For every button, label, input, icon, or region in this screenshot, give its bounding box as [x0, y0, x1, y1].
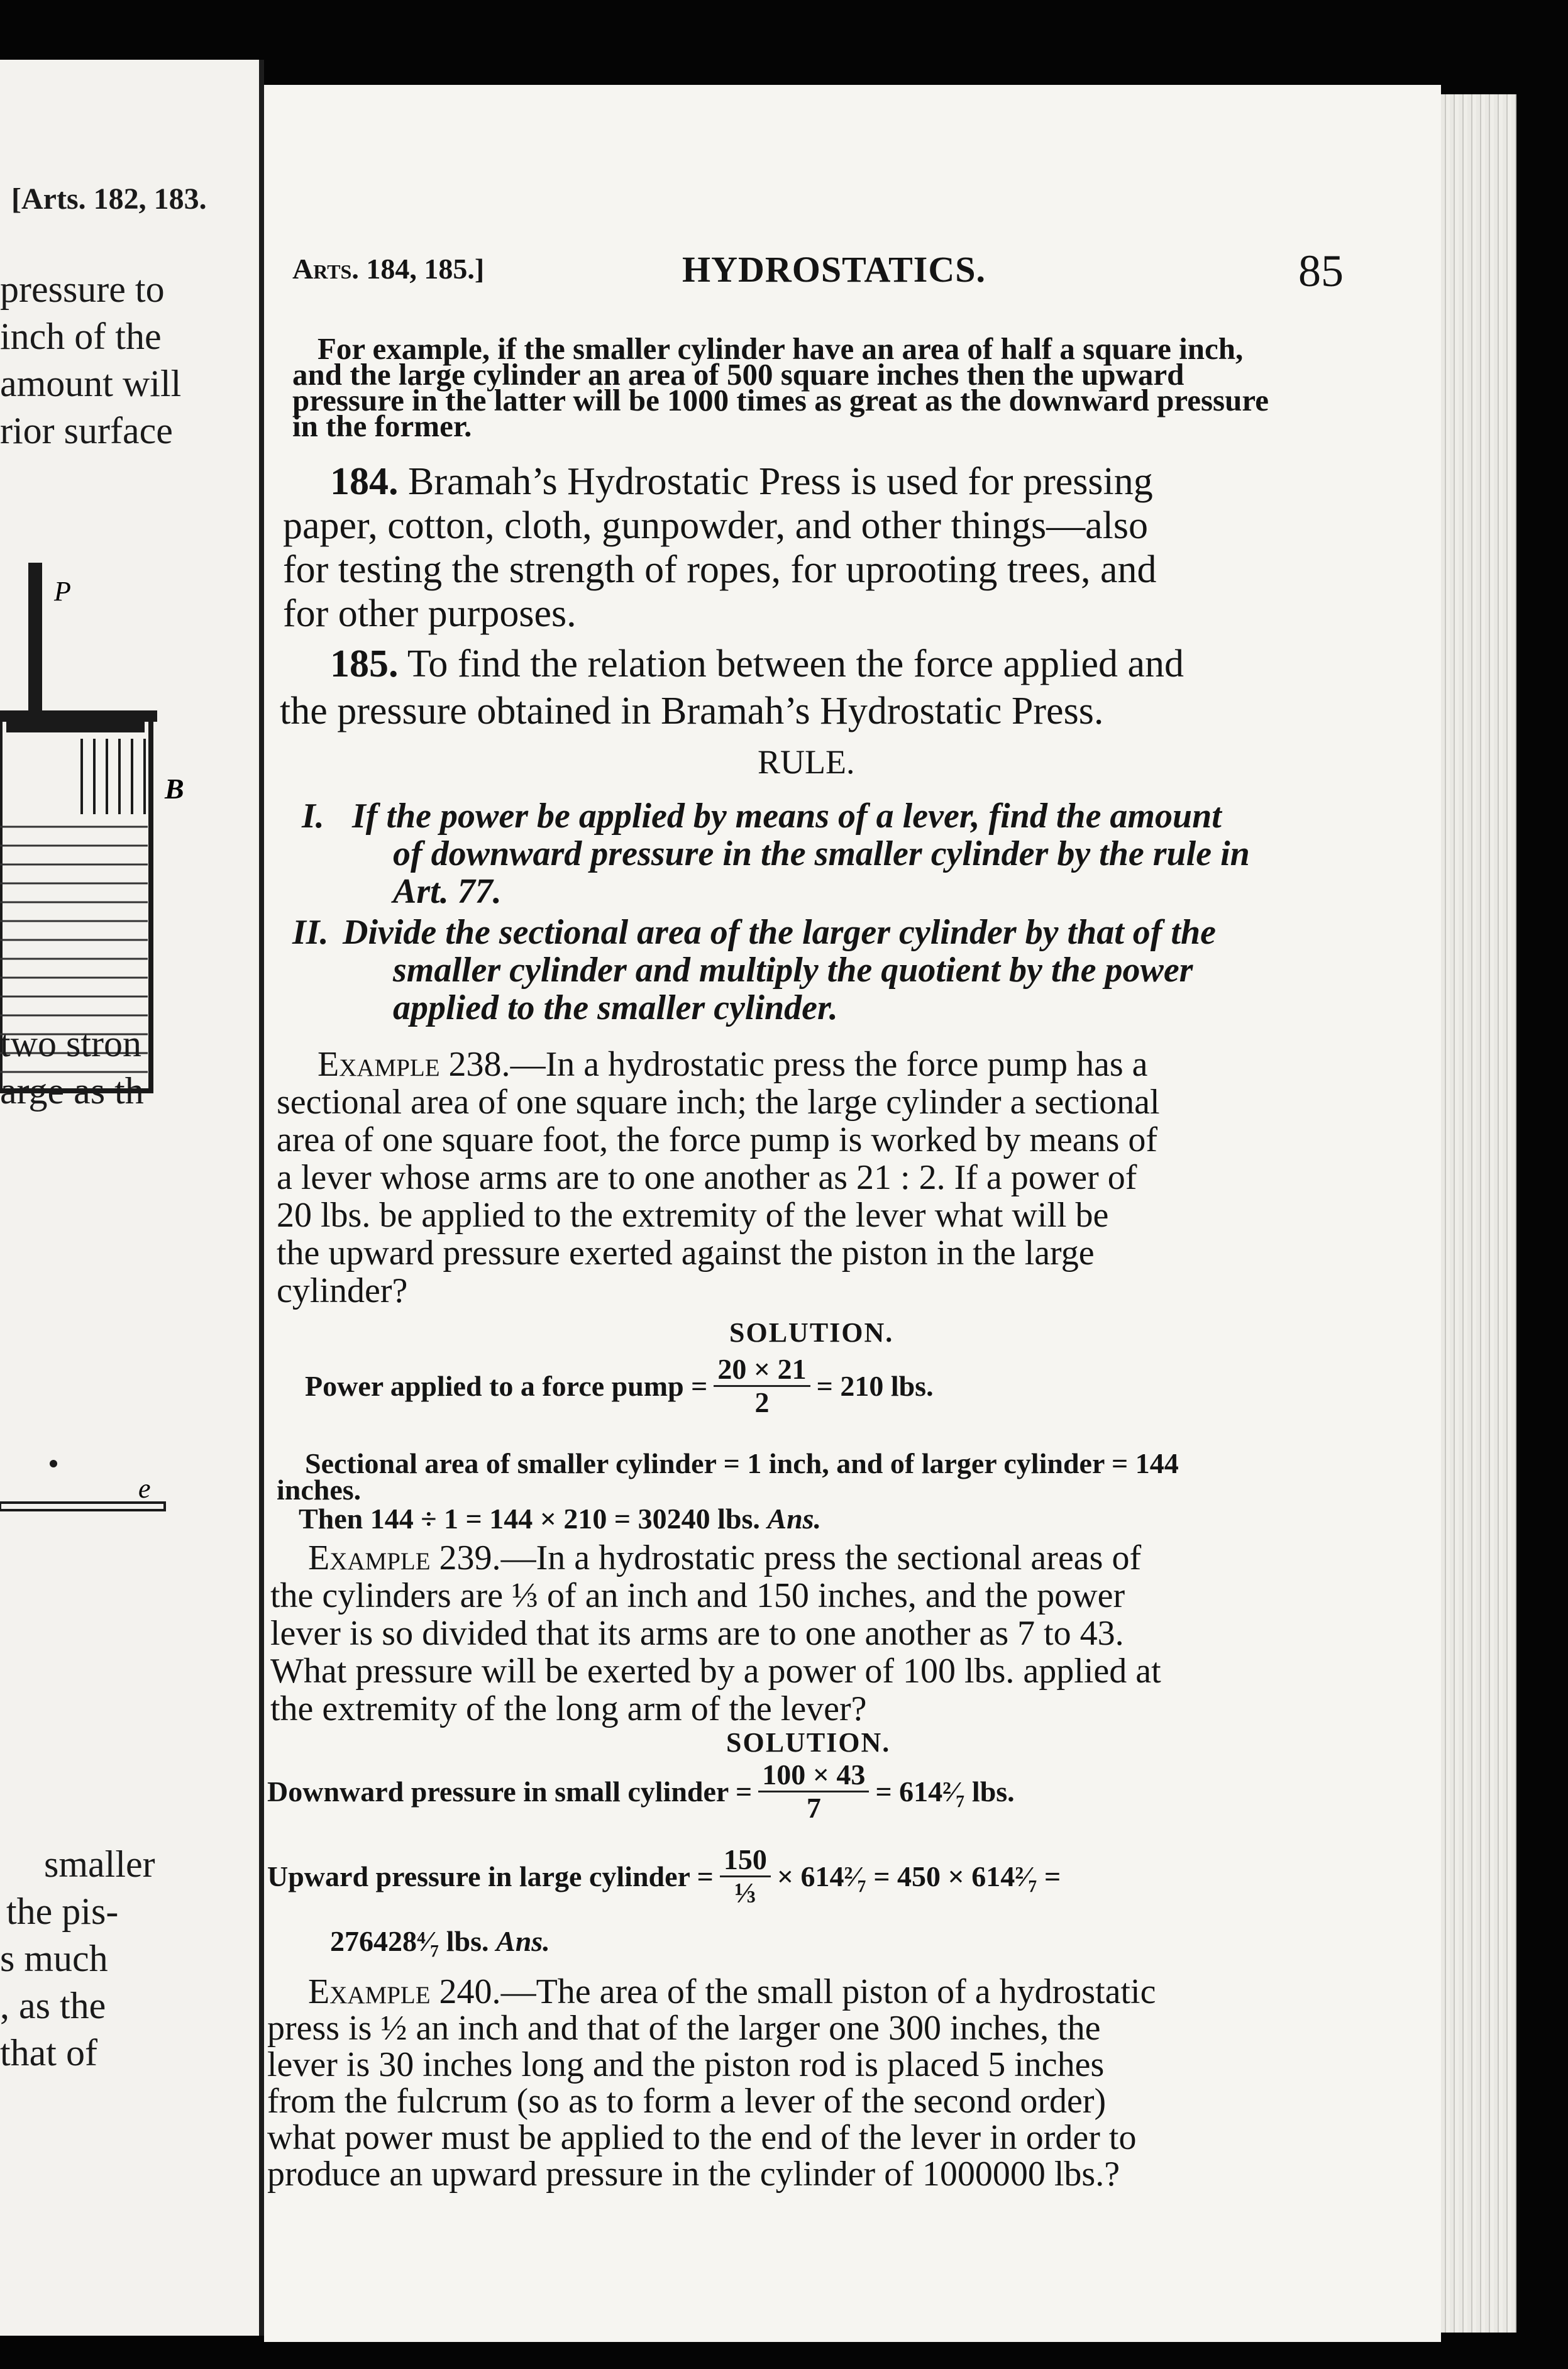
figure-label-b: B	[165, 773, 184, 805]
example-240-line: press is ½ an inch and that of the larger one 300 inches, the	[267, 2009, 1101, 2048]
rule-one-numeral: I.	[302, 797, 324, 836]
example-240-line: from the fulcrum (so as to form a lever of the second order)	[267, 2082, 1107, 2121]
article-185-line: 185. To find the relation between the force applied and	[330, 643, 1184, 685]
previous-page-line: amount will	[0, 363, 182, 404]
rule-two-line: applied to the smaller cylinder.	[393, 988, 838, 1027]
answer-mark: Ans.	[496, 1925, 550, 1957]
example-239-line: lever is so divided that its arms are to one another as 7 to 43.	[270, 1614, 1124, 1653]
solution-heading: SOLUTION.	[729, 1317, 894, 1348]
solution-238-line: Sectional area of smaller cylinder = 1 inch, and of larger cylinder = 144	[305, 1447, 1179, 1479]
example-238-line: cylinder?	[277, 1271, 408, 1310]
previous-page-running-head: [Arts. 182, 183.	[11, 182, 207, 216]
previous-page-line: the pis-	[6, 1891, 119, 1932]
rule-two-line: Divide the sectional area of the larger cylinder by that of the	[343, 913, 1216, 952]
example-239-line: What pressure will be exerted by a power of 100 lbs. applied at	[270, 1652, 1161, 1691]
article-number: 184.	[330, 460, 399, 503]
intro-line: pressure in the latter will be 1000 times as great as the downward pressure	[292, 383, 1269, 417]
intro-line: in the former.	[292, 409, 472, 443]
example-238-line: a lever whose arms are to one another as 21 : 2. If a power of	[277, 1158, 1137, 1197]
example-240-line: Example 240.—The area of the small piston of a hydrostatic	[308, 1972, 1156, 2011]
previous-page-line: s much	[0, 1938, 108, 1979]
previous-page-line: , as the	[0, 1985, 106, 2026]
fraction: $\frac{100 \times 43}{7}$	[758, 1760, 869, 1823]
page-edges	[1441, 94, 1516, 2333]
figure-label-e: e	[138, 1473, 151, 1504]
previous-page-line: two stron	[0, 1023, 141, 1064]
solution-238-line: Then 144 ÷ 1 = 144 × 210 = 30240 lbs. Ans.	[299, 1503, 822, 1535]
example-240-line: what power must be applied to the end of the lever in order to	[267, 2118, 1137, 2157]
book-page-85	[264, 85, 1441, 2342]
previous-page-line: inch of the	[0, 316, 162, 357]
article-185-line: the pressure obtained in Bramah’s Hydrostatic Press.	[280, 690, 1104, 732]
piston-head	[6, 720, 145, 732]
example-238-line: area of one square foot, the force pump is worked by means of	[277, 1120, 1158, 1159]
previous-page-line: smaller	[44, 1843, 155, 1885]
rule-two-numeral: II.	[292, 913, 329, 952]
article-184-line: 184. Bramah’s Hydrostatic Press is used for pressing	[330, 460, 1153, 503]
example-label: Example 238.	[317, 1045, 511, 1084]
previous-page-line: pressure to	[0, 268, 165, 310]
solution-239-line: Upward pressure in large cylinder = $\frac{150}{\text{⅓}}$ × 614²⁄₇ = 450 × 614²⁄₇ =	[267, 1843, 1061, 1909]
fraction: $\frac{150}{\text{⅓}}$	[720, 1845, 771, 1908]
article-184-line: for testing the strength of ropes, for uprooting trees, and	[283, 548, 1157, 591]
example-239-line: the extremity of the long arm of the lever?	[270, 1689, 867, 1728]
previous-page-line: arge as th	[0, 1070, 144, 1112]
article-184-line: paper, cotton, cloth, gunpowder, and other things—also	[283, 504, 1148, 547]
article-184-line: for other purposes.	[283, 592, 577, 635]
article-number: 185.	[330, 643, 399, 685]
example-239-line: the cylinders are ⅓ of an inch and 150 inches, and the power	[270, 1576, 1125, 1615]
solution-239-line: 276428⁴⁄₇ lbs. Ans.	[330, 1925, 550, 1957]
example-238-line: Example 238.—In a hydrostatic press the force pump has a	[317, 1045, 1148, 1084]
example-239-line: Example 239.—In a hydrostatic press the sectional areas of	[308, 1538, 1142, 1577]
running-head-title: HYDROSTATICS.	[682, 249, 986, 290]
example-240-line: produce an upward pressure in the cylinder of 1000000 lbs.?	[267, 2155, 1120, 2194]
rule-one-line: of downward pressure in the smaller cylinder by the rule in	[393, 834, 1250, 873]
rule-two-line: smaller cylinder and multiply the quotient by the power	[393, 951, 1193, 990]
figure-label-p: P	[54, 576, 71, 607]
previous-page-fragment	[0, 60, 259, 2336]
example-238-line: sectional area of one square inch; the large cylinder a sectional	[277, 1083, 1160, 1122]
example-238-line: 20 lbs. be applied to the extremity of the lever what will be	[277, 1196, 1109, 1235]
solution-238-line: Power applied to a force pump = $\frac{20 \times 21}{2}$ = 210 lbs.	[305, 1353, 934, 1418]
lever-illustration	[0, 1459, 207, 1528]
intro-line: For example, if the smaller cylinder have an area of half a square inch,	[317, 331, 1244, 366]
example-238-line: the upward pressure exerted against the piston in the large	[277, 1234, 1095, 1273]
rule-one-line: Art. 77.	[393, 872, 502, 911]
intro-line: and the large cylinder an area of 500 square inches then the upward	[292, 357, 1184, 392]
example-label: Example 239.	[308, 1538, 501, 1577]
piston-hatching	[82, 739, 145, 814]
fraction: $\frac{20 \times 21}{2}$	[714, 1355, 810, 1417]
previous-page-line: rior surface	[0, 410, 173, 451]
rule-heading: RULE.	[758, 743, 855, 781]
book-gutter	[259, 60, 264, 2336]
running-head-articles: Arts. 184, 185.]	[292, 253, 485, 285]
example-240-line: lever is 30 inches long and the piston rod is placed 5 inches	[267, 2045, 1105, 2084]
solution-238-line: inches.	[277, 1474, 362, 1506]
solution-239-line: Downward pressure in small cylinder = $\frac{100 \times 43}{7}$ = 614²⁄₇ lbs.	[267, 1759, 1015, 1824]
previous-page-line: that of	[0, 2032, 97, 2074]
piston-rod	[28, 563, 42, 714]
answer-mark: Ans.	[767, 1503, 822, 1535]
page-number: 85	[1298, 246, 1344, 296]
example-label: Example 240.	[308, 1972, 501, 2011]
rule-one-line: If the power be applied by means of a lever, find the amount	[352, 797, 1222, 836]
solution-heading: SOLUTION.	[726, 1727, 891, 1758]
